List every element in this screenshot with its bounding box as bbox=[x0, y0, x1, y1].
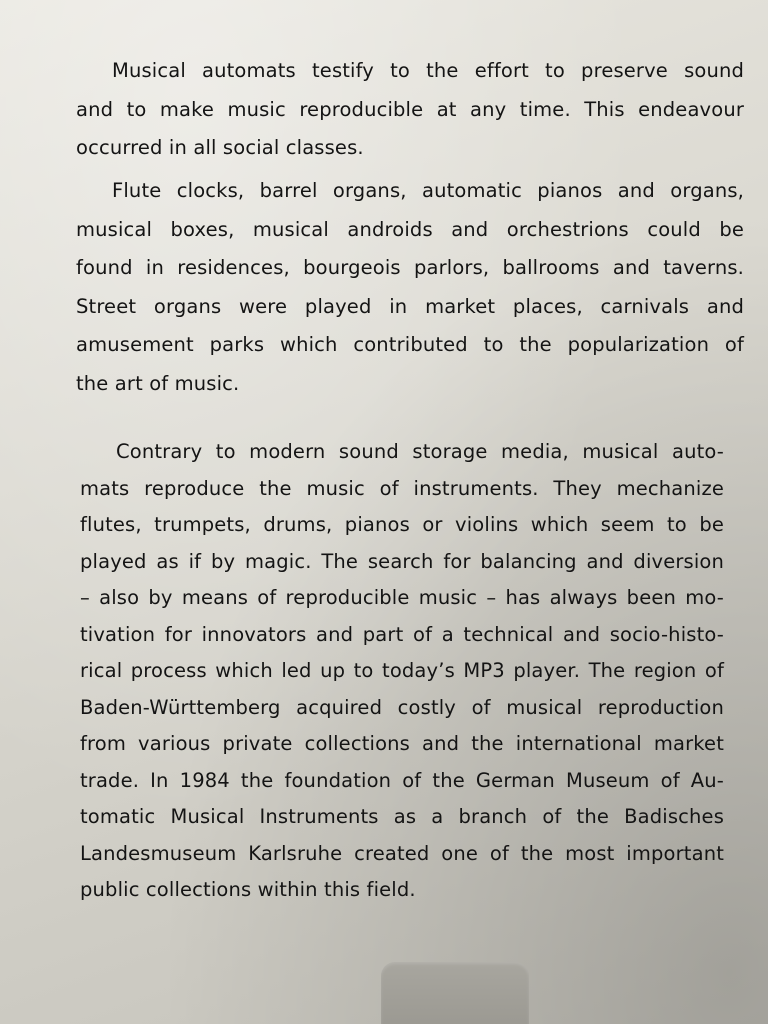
wall-fixture bbox=[381, 962, 529, 1024]
text-line: mats reproduce the music of instruments. They mechanize bbox=[80, 476, 724, 500]
text-line: Musical automats testify to the effort to preserve sound bbox=[112, 59, 744, 82]
text-line: Contrary to modern sound storage media, musical auto- bbox=[116, 440, 724, 463]
text-line: and to make music reproducible at any time. This endeavour bbox=[76, 97, 744, 121]
text-line: – also by means of reproducible music – has always been mo- bbox=[80, 586, 724, 609]
text-line: rical process which led up to today’s MP3 player. The region of bbox=[80, 659, 724, 682]
text-line: trade. In 1984 the foundation of the German Museum of Au- bbox=[80, 768, 724, 792]
paragraph-1 bbox=[76, 52, 744, 168]
text-line: tivation for innovators and part of a technical and socio-histo- bbox=[80, 622, 724, 646]
text-line: Flute clocks, barrel organs, automatic pianos and organs, bbox=[112, 179, 744, 202]
text-line: flutes, trumpets, drums, pianos or violins which seem to be bbox=[80, 513, 724, 536]
text-line: Street organs were played in market places, carnivals and bbox=[76, 294, 744, 318]
text-line: public collections within this field. bbox=[80, 878, 416, 901]
text-line: Baden-Württemberg acquired costly of musical reproduction bbox=[80, 695, 724, 719]
text-line: musical boxes, musical androids and orchestrions could be bbox=[76, 217, 744, 241]
paragraph-2 bbox=[76, 172, 744, 403]
text-line: tomatic Musical Instruments as a branch of the Badisches bbox=[80, 805, 724, 828]
text-line: occurred in all social classes. bbox=[76, 136, 364, 159]
text-line: Landesmuseum Karlsruhe created one of the most important bbox=[80, 841, 724, 865]
text-line: found in residences, bourgeois parlors, ballrooms and taverns. bbox=[76, 256, 744, 279]
text-line: the art of music. bbox=[76, 371, 240, 395]
text-line: amusement parks which contributed to the popularization of bbox=[76, 333, 744, 356]
paragraph-3 bbox=[80, 434, 724, 909]
text-line: played as if by magic. The search for balancing and diversion bbox=[80, 549, 724, 573]
text-line: from various private collections and the international market bbox=[80, 732, 724, 755]
